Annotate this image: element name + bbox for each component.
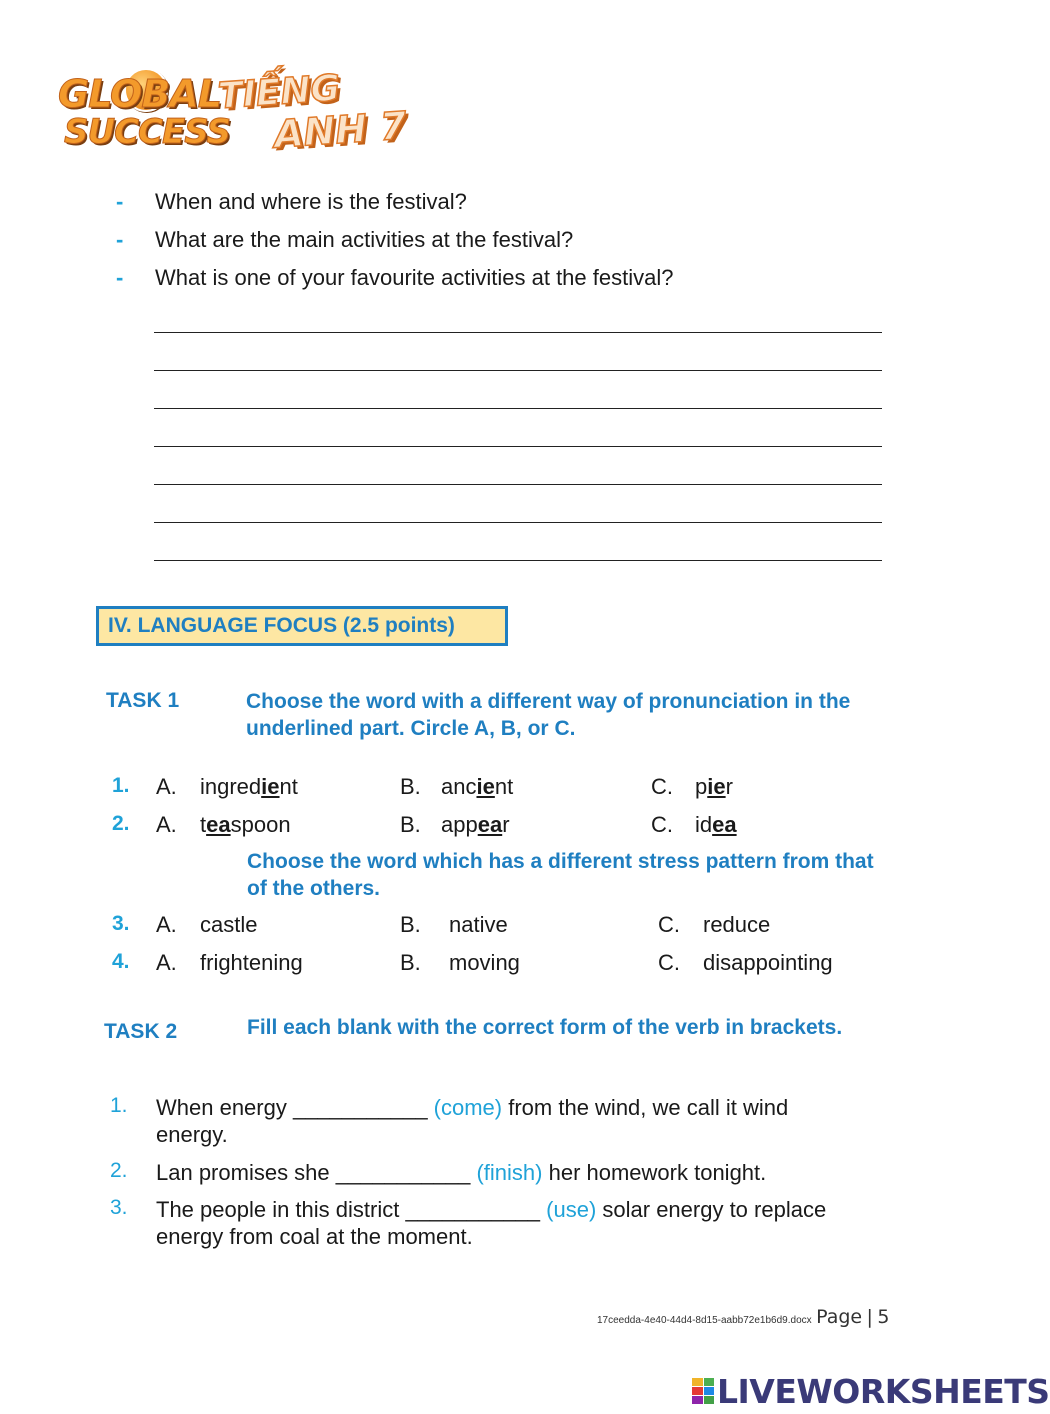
task1-label: TASK 1 [106, 689, 180, 712]
logo-global-text: GLOBAL [58, 72, 221, 116]
global-success-logo [58, 62, 230, 154]
task2-label: TASK 2 [104, 1020, 178, 1043]
option-letter: A. [156, 950, 177, 975]
section-heading: IV. LANGUAGE FOCUS (2.5 points) [96, 606, 508, 646]
answer-line[interactable] [154, 446, 882, 447]
question-row [0, 812, 1000, 840]
option-b[interactable]: native [449, 912, 508, 937]
option-a[interactable]: frightening [200, 950, 303, 975]
option-letter: A. [156, 812, 177, 837]
item-number: 1. [110, 1094, 128, 1117]
question-number: 2. [112, 812, 130, 835]
prompt-text: What are the main activities at the festival? [155, 227, 574, 252]
stress-instruction: Choose the word which has a different stress pattern from that of the others. [247, 850, 874, 900]
option-letter: B. [400, 774, 421, 799]
option-c[interactable]: pier [695, 774, 733, 799]
option-b[interactable]: appear [441, 812, 510, 837]
verb-hint: (use) [546, 1197, 597, 1222]
option-letter: B. [400, 912, 421, 937]
task2-instruction: Fill each blank with the correct form of the verb in brackets. [247, 1016, 843, 1039]
task1-instruction: Choose the word with a different way of pronunciation in the underlined part. Circle A, B, or C. [246, 690, 851, 740]
page-label: Page [816, 1306, 863, 1328]
prompt-item [116, 189, 467, 227]
question-number: 4. [112, 950, 130, 973]
writing-prompts [116, 189, 674, 303]
question-row [0, 774, 1000, 802]
page-footer [597, 1306, 890, 1328]
question-row [0, 950, 1000, 978]
verb-hint: (come) [433, 1095, 503, 1120]
option-b[interactable]: ancient [441, 774, 514, 799]
bullet-dash: - [116, 189, 124, 214]
item-sentence[interactable]: When energy ___________ (come) from the wind, we call it wind energy. [156, 1095, 789, 1147]
liveworksheets-icon [692, 1378, 714, 1404]
answer-line[interactable] [154, 560, 882, 561]
option-b[interactable]: moving [449, 950, 520, 975]
liveworksheets-brand [692, 1373, 1050, 1409]
answer-line[interactable] [154, 332, 882, 333]
option-a[interactable]: ingredient [200, 774, 298, 799]
option-letter: C. [658, 950, 680, 975]
option-c[interactable]: reduce [703, 912, 771, 937]
answer-line[interactable] [154, 484, 882, 485]
option-letter: A. [156, 912, 177, 937]
option-letter: A. [156, 774, 177, 799]
item-sentence[interactable]: Lan promises she ___________ (finish) her homework tonight. [156, 1160, 767, 1185]
logo-tieng-text: TIẾNG [216, 67, 342, 118]
page-separator: | [866, 1306, 873, 1328]
bullet-dash: - [116, 265, 124, 290]
option-a[interactable]: teaspoon [200, 812, 291, 837]
question-number: 3. [112, 912, 130, 935]
item-number: 2. [110, 1159, 128, 1182]
option-letter: B. [400, 950, 421, 975]
question-number: 1. [112, 774, 130, 797]
question-row [0, 912, 1000, 940]
option-letter: B. [400, 812, 421, 837]
option-letter: C. [658, 912, 680, 937]
prompt-item [116, 227, 574, 265]
item-number: 3. [110, 1196, 128, 1219]
answer-line[interactable] [154, 370, 882, 371]
answer-line[interactable] [154, 522, 882, 523]
option-letter: C. [651, 774, 673, 799]
page-number: 5 [877, 1306, 890, 1328]
document-id: 17ceedda-4e40-44d4-8d15-aabb72e1b6d9.docx [597, 1315, 812, 1326]
item-sentence[interactable]: The people in this district ___________ (use) solar energy to replace energy from coal at the moment. [156, 1197, 827, 1249]
logo-anh-text: ANH 7 [272, 103, 409, 157]
option-c[interactable]: disappointing [703, 950, 833, 975]
logo-success-text: SUCCESS [64, 112, 230, 152]
verb-hint: (finish) [476, 1160, 543, 1185]
tieng-anh-7-logo [218, 66, 438, 156]
brand-name: LIVEWORKSHEETS [717, 1371, 1050, 1411]
bullet-dash: - [116, 227, 124, 252]
answer-line[interactable] [154, 408, 882, 409]
prompt-item [116, 265, 674, 303]
option-a[interactable]: castle [200, 912, 258, 937]
option-c[interactable]: idea [695, 812, 737, 837]
option-letter: C. [651, 812, 673, 837]
prompt-text: What is one of your favourite activities at the festival? [155, 265, 674, 290]
prompt-text: When and where is the festival? [155, 189, 467, 214]
